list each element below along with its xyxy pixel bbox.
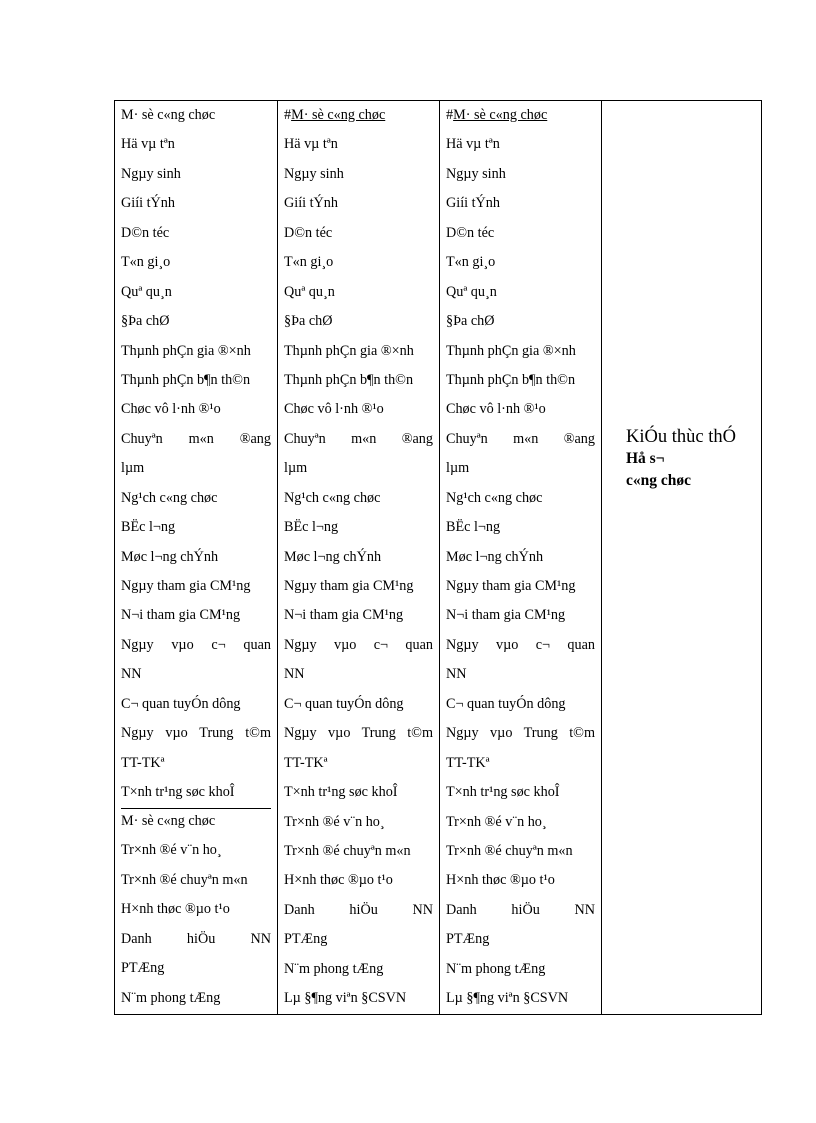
column-3-list: [446, 104, 595, 1017]
field-label: Thµnh phÇn gia ®×nh: [284, 342, 414, 359]
field-label: Tr×nh ®é v¨n ho¸: [121, 842, 222, 859]
field-label: Tr×nh ®é v¨n ho¸: [284, 813, 385, 830]
field-label: Ngµy vµo Trung t©m: [121, 725, 271, 742]
column-1-top-list: [121, 104, 271, 811]
entity-type-label: [626, 426, 736, 492]
field-label: Giíi tÝnh: [121, 195, 175, 212]
field-label: lµm: [446, 460, 470, 477]
table-column-3: [439, 101, 601, 1014]
field-label: T×nh tr¹ng søc khoÎ: [446, 784, 560, 801]
field-label: Chøc vô l·nh ®¹o: [284, 401, 384, 418]
field-label: Lµ §¶ng viªn §CSVN: [446, 990, 569, 1007]
field-label: M· sè c«ng chøc: [121, 813, 216, 829]
field-label: Thµnh phÇn gia ®×nh: [446, 342, 576, 359]
field-label: Tr×nh ®é v¨n ho¸: [446, 813, 547, 830]
field-label: NN: [121, 666, 142, 683]
field-label: T«n gi¸o: [284, 254, 334, 271]
field-label: TT-TKª: [284, 754, 328, 771]
field-label: Giíi tÝnh: [284, 195, 338, 212]
entity-name-line-2: c«ng chøc: [626, 472, 692, 489]
field-label: Thµnh phÇn b¶n th©n: [284, 371, 414, 388]
field-label: NN: [284, 666, 305, 683]
field-label: Ngµy vµo Trung t©m: [284, 725, 433, 742]
field-label: D©n téc: [446, 224, 495, 241]
field-label: TT-TKª: [446, 754, 490, 771]
field-label: Chuyªn m«n ®ang: [446, 430, 595, 447]
field-label: NN: [446, 666, 467, 683]
field-label: N¬i tham gia CM¹ng: [446, 607, 566, 624]
field-label: Danh hiÖu NN: [121, 930, 271, 947]
field-label: N¬i tham gia CM¹ng: [121, 607, 241, 624]
field-label: C¬ quan tuyÓn dông: [284, 695, 404, 712]
field-label: Chuyªn m«n ®ang: [121, 430, 271, 447]
field-label: C¬ quan tuyÓn dông: [121, 695, 241, 712]
field-label: §Þa chØ: [121, 313, 170, 330]
field-label: Tr×nh ®é chuyªn m«n: [121, 871, 248, 888]
field-label: Ng¹ch c«ng chøc: [284, 489, 381, 506]
field-label: PTÆng: [284, 931, 328, 948]
field-label: PTÆng: [446, 931, 490, 948]
field-label: N¨m phong tÆng: [284, 960, 384, 977]
column-2-list: [284, 104, 433, 1017]
field-label: Quª qu¸n: [284, 283, 335, 300]
field-label: §Þa chØ: [284, 313, 333, 330]
field-label: BËc l¬ng: [121, 519, 176, 536]
field-label: M· sè c«ng chøc: [121, 107, 216, 123]
field-label: Thµnh phÇn b¶n th©n: [121, 371, 251, 388]
field-label: Quª qu¸n: [121, 283, 172, 300]
table-column-1: [115, 101, 277, 1014]
field-label: Chuyªn m«n ®ang: [284, 430, 433, 447]
field-label: BËc l¬ng: [284, 519, 339, 536]
table-column-2: [277, 101, 439, 1014]
field-label: Hä vµ tªn: [121, 136, 175, 153]
field-label: T«n gi¸o: [121, 254, 171, 271]
column-1-divider: [121, 808, 271, 809]
field-label: Lµ §¶ng viªn §CSVN: [284, 990, 407, 1007]
field-label: T«n gi¸o: [446, 254, 496, 271]
field-label: lµm: [121, 460, 145, 477]
field-label: Chøc vô l·nh ®¹o: [446, 401, 546, 418]
field-label: Møc l¬ng chÝnh: [446, 548, 544, 565]
field-label: D©n téc: [284, 224, 333, 241]
field-label: Ngµy vµo Trung t©m: [446, 725, 595, 742]
field-label: H×nh thøc ®µo t¹o: [446, 872, 555, 889]
field-label: Tr×nh ®é chuyªn m«n: [284, 842, 411, 859]
field-label: Chøc vô l·nh ®¹o: [121, 401, 221, 418]
field-label: PTÆng: [121, 960, 165, 977]
field-label: Ng¹ch c«ng chøc: [446, 489, 543, 506]
field-label: Ngµy tham gia CM¹ng: [284, 578, 414, 594]
field-label: Thµnh phÇn gia ®×nh: [121, 342, 251, 359]
field-label: H×nh thøc ®µo t¹o: [121, 901, 230, 918]
field-label: Ngµy vµo c¬ quan: [121, 636, 271, 653]
field-label: Møc l¬ng chÝnh: [284, 548, 382, 565]
field-label: lµm: [284, 460, 308, 477]
field-label: Hä vµ tªn: [284, 136, 338, 153]
field-label: BËc l¬ng: [446, 519, 501, 536]
key-field-label: #M· sè c«ng chøc: [446, 107, 548, 123]
field-label: H×nh thøc ®µo t¹o: [284, 872, 393, 889]
field-label: N¬i tham gia CM¹ng: [284, 607, 404, 624]
field-label: Møc l¬ng chÝnh: [121, 548, 219, 565]
field-label: Quª qu¸n: [446, 283, 497, 300]
field-label: Ng¹ch c«ng chøc: [121, 489, 218, 506]
field-label: Hä vµ tªn: [446, 136, 500, 153]
field-label: Danh hiÖu NN: [284, 901, 433, 918]
field-label: Ngµy vµo c¬ quan: [446, 636, 595, 653]
field-label: D©n téc: [121, 224, 170, 241]
field-label: Ngµy tham gia CM¹ng: [446, 578, 576, 594]
field-label: Ngµy tham gia CM¹ng: [121, 578, 251, 594]
field-label: Ngµy sinh: [446, 165, 506, 182]
entity-table: [114, 100, 762, 1015]
entity-name-line-1: Hå s¬: [626, 450, 665, 467]
field-label: N¨m phong tÆng: [446, 960, 546, 977]
field-label: Thµnh phÇn b¶n th©n: [446, 371, 576, 388]
field-label: Ngµy sinh: [284, 165, 344, 182]
field-label: Ngµy vµo c¬ quan: [284, 636, 433, 653]
field-label: TT-TKª: [121, 754, 165, 771]
field-label: T×nh tr¹ng søc khoÎ: [121, 784, 235, 801]
column-1-bottom-list: [121, 810, 271, 1016]
field-label: Ngµy sinh: [121, 165, 181, 182]
entity-type-heading: KiÓu thùc thÓ: [626, 427, 736, 447]
field-label: Giíi tÝnh: [446, 195, 500, 212]
field-label: Danh hiÖu NN: [446, 901, 595, 918]
field-label: §Þa chØ: [446, 313, 495, 330]
field-label: N¨m phong tÆng: [121, 989, 221, 1006]
field-label: C¬ quan tuyÓn dông: [446, 695, 566, 712]
key-field-label: #M· sè c«ng chøc: [284, 107, 386, 123]
field-label: Tr×nh ®é chuyªn m«n: [446, 842, 573, 859]
table-column-4: [601, 101, 761, 1014]
field-label: T×nh tr¹ng søc khoÎ: [284, 784, 398, 801]
